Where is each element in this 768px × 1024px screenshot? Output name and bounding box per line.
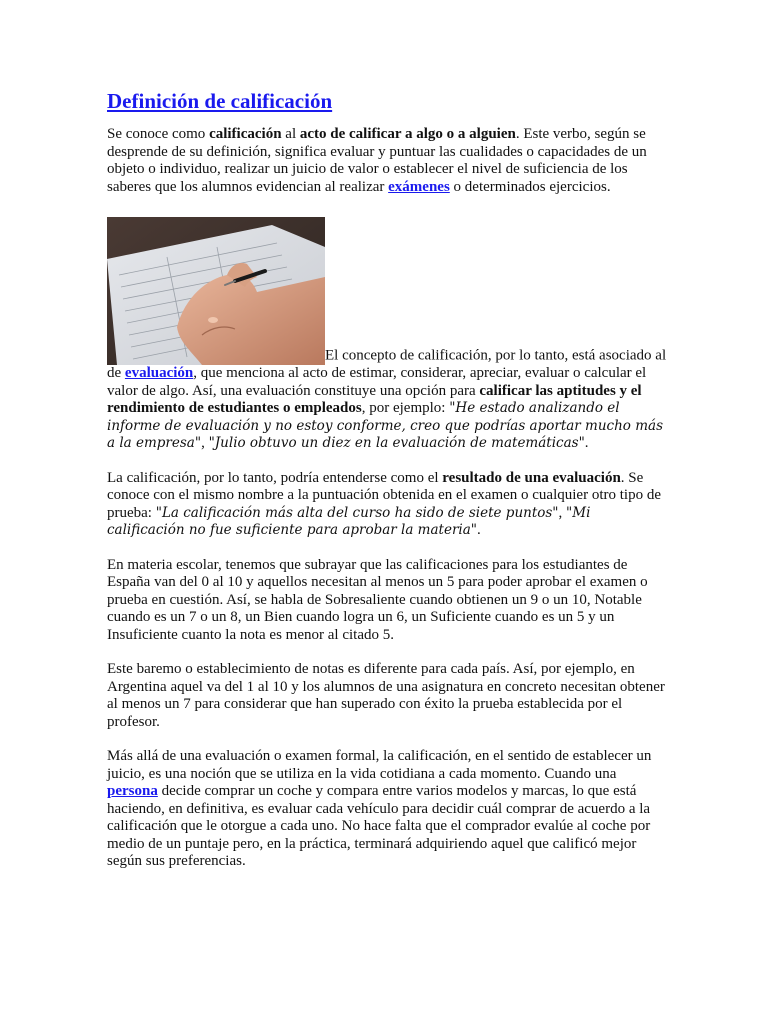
text: Se conoce como [107, 126, 210, 142]
text: . Este verbo, según se desprende de su definición, significa evaluar y puntuar las cualidades o capacidades de un objeto o individuo, realizar un juicio de valor o establecer el nivel de suficiencia de los saberes que los alumnos evidencian al realizar [107, 126, 647, 195]
bold-term: calificación [209, 126, 282, 142]
example-quote: "Julio obtuvo un diez en la evaluación de matemáticas" [208, 435, 585, 451]
paragraph-daily-life [107, 748, 667, 871]
paragraph-spain: En materia escolar, tenemos que subrayar que las calificaciones para los estudiantes de España van del 0 al 10 y aquellos necesitan al menos un 5 para poder aprobar el examen o prueba en cuestión. Así, se habla de Sobresaliente cuando obtienen un 9 o un 10, Notable cuando es un 7 o un 8, un Bien cuando logra un 6, un Suficiente cuando es un 5 y un Insuficiente cuanto la nota es menor al citado 5. [107, 556, 648, 643]
bold-term: calificar las aptitudes y el rendimiento de estudiantes o empleados [107, 382, 642, 416]
paragraph-argentina: Este baremo o establecimiento de notas es diferente para cada país. Así, por ejemplo, en Argentina aquel va del 1 al 10 y los alumnos de una asignatura en concreto necesitan obtener al menos un 7 para considerar que han superado con éxito la prueba establecida por el profesor. [107, 661, 665, 730]
text: al [281, 126, 300, 142]
evaluacion-link[interactable]: evaluación [124, 365, 194, 381]
text: Más allá de una evaluación o examen formal, la calificación, en el sentido de establecer un juicio, es una noción que se utiliza en la vida cotidiana a cada momento. Cuando una [107, 748, 652, 782]
paragraph-intro [107, 126, 667, 196]
text: , [558, 504, 567, 521]
bold-term: resultado de una evaluación [442, 469, 621, 486]
text: , que menciona al acto de estimar, considerar, apreciar, evaluar o calcular el valor de algo. Así, una evaluación constituye una opción para [107, 365, 647, 399]
text: , por ejemplo: [361, 400, 450, 416]
text: , [201, 435, 209, 451]
text: . [584, 435, 589, 451]
hand-writing-on-form-photo [107, 217, 325, 365]
persona-link[interactable]: persona [107, 783, 158, 799]
paragraph-result [107, 470, 667, 540]
example-quote: "Mi calificación no fue suficiente para aprobar la materia" [107, 504, 591, 538]
text: o determinados ejercicios. [449, 178, 611, 195]
examenes-link[interactable]: exámenes [388, 178, 450, 195]
text: . Se conoce con el mismo nombre a la puntuación obtenida en el examen o cualquier otro tipo de prueba: [107, 469, 661, 521]
paragraph-concept [107, 217, 667, 453]
bold-term: acto de calificar a algo o a alguien [299, 126, 516, 142]
text: . [476, 522, 481, 538]
text: decide comprar un coche y compara entre varios modelos y marcas, lo que está haciendo, en definitiva, es evaluar cada vehículo para decidir cuál comprar de acuerdo a la calificación que le otorgue a cada uno. No hace falta que el comprador evalúe al coche por medio de un puntaje pero, en la práctica, terminará adquiriendo aquel que calificó mejor según sus preferencias. [107, 783, 651, 869]
title-link[interactable]: Definición de calificación [107, 89, 333, 113]
example-quote: "He estado analizando el informe de evaluación y no estoy conforme, creo que podrías aportar mucho más a la empresa" [107, 400, 663, 451]
page-title [107, 88, 667, 114]
example-quote: "La calificación más alta del curso ha sido de siete puntos" [155, 504, 559, 521]
article [107, 88, 667, 888]
text: El concepto de calificación, por lo tanto, está asociado al de [107, 347, 667, 381]
text: La calificación, por lo tanto, podría entenderse como el [107, 469, 443, 486]
